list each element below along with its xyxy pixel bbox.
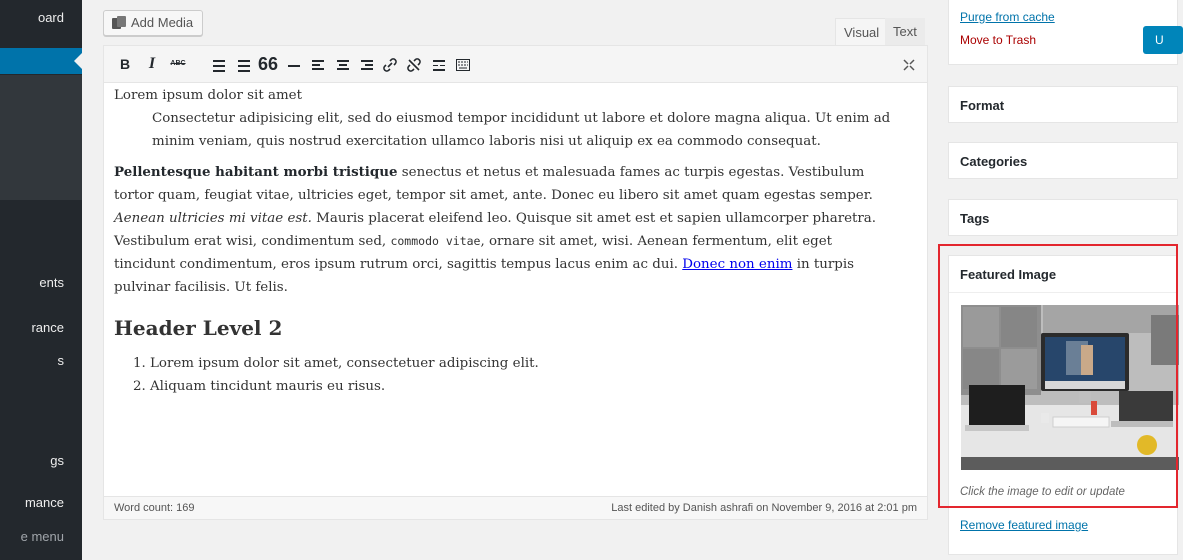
- code-text: commodo vitae: [390, 234, 481, 248]
- last-edited: Last edited by Danish ashrafi on November 9, 2016 at 2:01 pm: [611, 502, 917, 514]
- bulleted-list-button[interactable]: [208, 54, 230, 74]
- blockquote: Consectetur adipisicing elit, sed do eiusmod tempor incididunt ut labore et dolore magna aliqua. Ut enim ad minim veniam, quis nostrud exercitation ullamco laboris nisi ut aliquip ex ea commodo consequat.: [152, 111, 891, 149]
- panel-title: Categories: [960, 154, 1028, 169]
- fullscreen-icon: [903, 59, 915, 71]
- purge-cache-link[interactable]: Purge from cache: [960, 10, 1055, 24]
- editor-box: [103, 45, 928, 520]
- menu-item-label: s: [57, 353, 64, 368]
- add-media-label: Add Media: [131, 15, 194, 30]
- move-to-trash-link[interactable]: Move to Trash: [960, 33, 1037, 47]
- tab-visual[interactable]: Visual: [835, 18, 888, 46]
- paragraph: Lorem ipsum dolor sit amet: [114, 88, 302, 103]
- menu-item-label: gs: [50, 453, 64, 468]
- bold-button[interactable]: B: [119, 56, 131, 72]
- align-center-icon: [337, 60, 349, 71]
- menu-item-dashboard[interactable]: [0, 5, 82, 31]
- menu-item-performance[interactable]: [0, 490, 82, 516]
- read-more-icon: [433, 60, 445, 71]
- keyboard-icon: [456, 59, 470, 71]
- panel-title: Tags: [960, 211, 990, 226]
- strikethrough-button[interactable]: ABC: [170, 60, 186, 67]
- menu-item-label: oard: [37, 10, 64, 25]
- unlink-icon: [407, 58, 421, 72]
- insert-more-button[interactable]: [428, 54, 450, 74]
- horizontal-line-button[interactable]: [283, 54, 305, 74]
- publish-box: [948, 0, 1178, 65]
- menu-item-label: ents: [39, 275, 64, 290]
- bold-text: Pellentesque habitant morbi tristique: [114, 164, 398, 180]
- blockquote-button[interactable]: 66: [257, 54, 279, 74]
- distraction-free-button[interactable]: [898, 54, 920, 74]
- italic-text: Aenean ultricies mi vitae est.: [114, 211, 312, 226]
- post-editor: [103, 0, 928, 520]
- post-sidebar: [948, 0, 1178, 560]
- media-icon: [111, 15, 127, 31]
- body-text: Mauris placerat eleifend leo. Quisque sit amet est et sapien ullamcorper pharetra. Vestibulum erat wisi, condimentum sed,: [114, 211, 877, 249]
- panel-title: Featured Image: [960, 267, 1057, 282]
- ordered-list: [114, 352, 897, 398]
- editor-content[interactable]: [114, 84, 897, 494]
- format-panel[interactable]: [948, 86, 1178, 123]
- insert-link-button[interactable]: [379, 54, 401, 74]
- heading-level-2: Header Level 2: [114, 316, 283, 340]
- numbered-list-button[interactable]: [233, 54, 255, 74]
- align-right-icon: [361, 60, 373, 71]
- word-count: Word count: 169: [114, 502, 195, 514]
- categories-panel[interactable]: [948, 142, 1178, 179]
- remove-featured-image-link[interactable]: Remove featured image: [960, 518, 1089, 532]
- content-link[interactable]: Donec non enim: [682, 257, 793, 272]
- editor-status-bar: [104, 496, 927, 519]
- bulleted-list-icon: [213, 60, 225, 71]
- align-right-button[interactable]: [356, 54, 378, 74]
- align-center-button[interactable]: [332, 54, 354, 74]
- align-left-icon: [312, 60, 324, 71]
- editor-toolbar: [104, 46, 927, 83]
- panel-title: Format: [960, 98, 1005, 113]
- link-icon: [383, 58, 397, 72]
- add-media-button[interactable]: [103, 10, 203, 36]
- collapse-menu-label: e menu: [20, 529, 64, 544]
- tab-text[interactable]: Text: [885, 18, 925, 46]
- toolbar-toggle-button[interactable]: [452, 54, 474, 74]
- paragraph: [114, 161, 897, 299]
- tags-panel[interactable]: [948, 199, 1178, 236]
- highlight-outline: [938, 244, 1178, 508]
- align-left-button[interactable]: [307, 54, 329, 74]
- body-text: senectus et netus et malesuada fames ac turpis egestas. Vestibulum tortor quam, feugiat vitae, ultricies eget, tempor sit amet, ante. Donec eu libero sit amet quam egestas semper.: [114, 165, 873, 203]
- admin-sidebar: [0, 0, 82, 560]
- numbered-list-icon: [238, 60, 250, 71]
- menu-item-appearance[interactable]: [0, 315, 82, 341]
- body-text: , ornare sit amet, wisi. Aenean fermentum, elit eget tincidunt condimentum, eros ipsum rutrum orci, sagittis tempus lacus enim ac dui.: [114, 234, 833, 272]
- menu-item-posts-active[interactable]: [0, 48, 82, 74]
- submenu: [0, 75, 82, 200]
- remove-link-button[interactable]: [403, 54, 425, 74]
- menu-item-plugins[interactable]: [0, 348, 82, 374]
- list-item: 1. Lorem ipsum dolor sit amet, consectetuer adipiscing elit.: [150, 352, 897, 375]
- body-text: in turpis pulvinar facilisis. Ut felis.: [114, 257, 855, 295]
- menu-item-label: mance: [24, 495, 64, 510]
- list-item: 2. Aliquam tincidunt mauris eu risus.: [150, 375, 897, 398]
- menu-item-comments[interactable]: [0, 270, 82, 296]
- update-button[interactable]: U: [1143, 26, 1183, 54]
- italic-button[interactable]: I: [148, 55, 156, 72]
- menu-item-settings[interactable]: [0, 448, 82, 474]
- collapse-menu-button[interactable]: [0, 524, 82, 550]
- featured-image-hint: Click the image to edit or update: [960, 486, 1125, 498]
- horizontal-line-icon: [288, 60, 300, 71]
- menu-item-label: rance: [31, 320, 64, 335]
